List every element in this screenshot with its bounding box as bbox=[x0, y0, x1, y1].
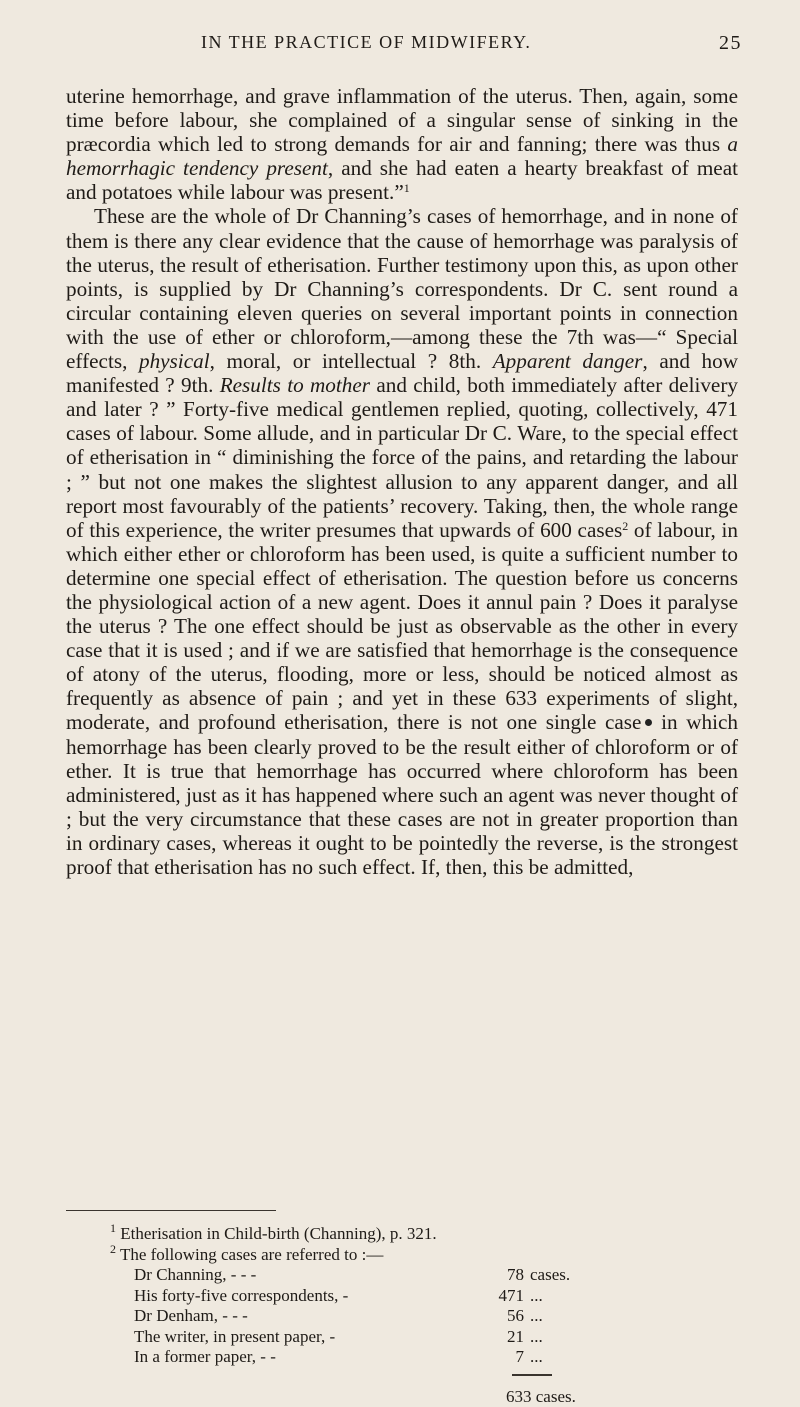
footnote-ref-2: 2 bbox=[622, 519, 628, 533]
row-label: His forty-five correspondents, - bbox=[134, 1286, 482, 1307]
text-run: , moral, or intellectual ? 8th. bbox=[210, 349, 493, 373]
text-run: These are the whole of Dr Channing’s cases of hemorrhage, and in none of them is there any clear evidence that the cause of hemorrhage was paralysis of the uterus, the result of etherisation. Further testimony upon this, as upon other points, is supplied by Dr Channing’s correspondents. Dr C. sent round a circular containing eleven queries on several important points in connection with the use of ether or chloroform,—among these the 7th was—“ Special effects, bbox=[66, 204, 738, 373]
text-run: in which hemorrhage has been clearly proved to be the result either of chloroform or of ether. It is true that hemorrhage has occurred where chloroform has been administered, just as it has happened where such an agent was never thought of ; but the very circumstance that these cases are not in greater proportion than in ordinary cases, whereas it ought to be pointedly the reverse, is the strongest proof that etherisation has no such effect. If, then, this be admitted, bbox=[66, 710, 738, 879]
text-run: and child, both immediately after delivery and later ? ” Forty-five medical gentlemen replied, quoting, collectively, 471 cases of labour. Some allude, and in particular Dr C. Ware, to the special effect of etherisation in “ diminishing the force of the pains, and retarding the labour ; ” but not one makes the slightest allusion to any apparent danger, and all report most favourably of the patients’ recovery. Taking, then, the whole range of this experience, the writer presumes that upwards of 600 cases bbox=[66, 373, 738, 542]
table-row bbox=[134, 1327, 620, 1348]
text-run: of labour, in which either ether or chloroform has been used, is quite a sufficient number to determine one special effect of etherisation. The question before us concerns the physiological action of a new agent. Does it annul pain ? Does it paralyse the uterus ? The one effect should be just as observable as the other in every case that it is used ; and if we are satisfied that hemorrhage is the consequence of atony of the uterus, flooding, more or less, should be noticed almost as frequently as absence of pain ; and yet in these 633 experiments of slight, moderate, and profound etherisation, there is not one single case bbox=[66, 518, 738, 735]
row-unit: cases. bbox=[530, 1265, 590, 1286]
case-table bbox=[134, 1265, 620, 1407]
row-label: Dr Denham, - - - bbox=[134, 1306, 482, 1327]
table-row bbox=[134, 1286, 620, 1307]
paragraph-2 bbox=[66, 204, 738, 879]
page-number: 25 bbox=[719, 32, 742, 55]
row-count: 471 bbox=[482, 1286, 530, 1307]
row-label: In a former paper, - - bbox=[134, 1347, 482, 1368]
running-header bbox=[66, 32, 742, 60]
footnote-rule bbox=[66, 1210, 276, 1211]
footnotes bbox=[110, 1224, 620, 1407]
table-row bbox=[134, 1265, 620, 1286]
footnote-ref-1: 1 bbox=[404, 181, 410, 195]
italic-phrase: a hemorrhagic tendency present bbox=[66, 132, 738, 180]
sum-rule bbox=[512, 1374, 552, 1379]
row-unit: ... bbox=[530, 1286, 590, 1307]
text-run: , and how manifested ? 9th. bbox=[66, 349, 738, 397]
paragraph-1 bbox=[66, 84, 738, 204]
row-count: 78 bbox=[482, 1265, 530, 1286]
italic-phrase: Apparent danger bbox=[493, 349, 643, 373]
footnote-1 bbox=[110, 1224, 620, 1245]
row-count: 7 bbox=[482, 1347, 530, 1368]
running-title: IN THE PRACTICE OF MIDWIFERY. bbox=[201, 32, 531, 53]
table-row bbox=[134, 1347, 620, 1368]
row-unit: ... bbox=[530, 1306, 590, 1327]
footnote-text: The following cases are referred to :— bbox=[116, 1245, 383, 1264]
text-run: uterine hemorrhage, and grave inflammation of the uterus. Then, again, some time before labour, she complained of a singular sense of sinking in the præcordia which led to strong demands for air and fanning; there was thus bbox=[66, 84, 738, 156]
row-unit: ... bbox=[530, 1327, 590, 1348]
row-label: Dr Channing, - - - bbox=[134, 1265, 482, 1286]
main-text bbox=[66, 84, 738, 879]
table-row bbox=[134, 1306, 620, 1327]
footnote-mark: 1 bbox=[110, 1221, 116, 1235]
row-label: The writer, in present paper, - bbox=[134, 1327, 482, 1348]
row-count: 56 bbox=[482, 1306, 530, 1327]
italic-phrase: Results to mother bbox=[220, 373, 370, 397]
table-total: 633 cases. bbox=[506, 1387, 620, 1407]
row-unit: ... bbox=[530, 1347, 590, 1368]
italic-phrase: physical bbox=[139, 349, 210, 373]
text-run: , and she had eaten a hearty breakfast of meat and potatoes while labour was present.” bbox=[66, 156, 738, 204]
footnote-mark: 2 bbox=[110, 1242, 116, 1256]
footnote-text: Etherisation in Child-birth (Channing), p. 321. bbox=[116, 1224, 437, 1243]
row-count: 21 bbox=[482, 1327, 530, 1348]
footnote-2 bbox=[110, 1245, 620, 1266]
